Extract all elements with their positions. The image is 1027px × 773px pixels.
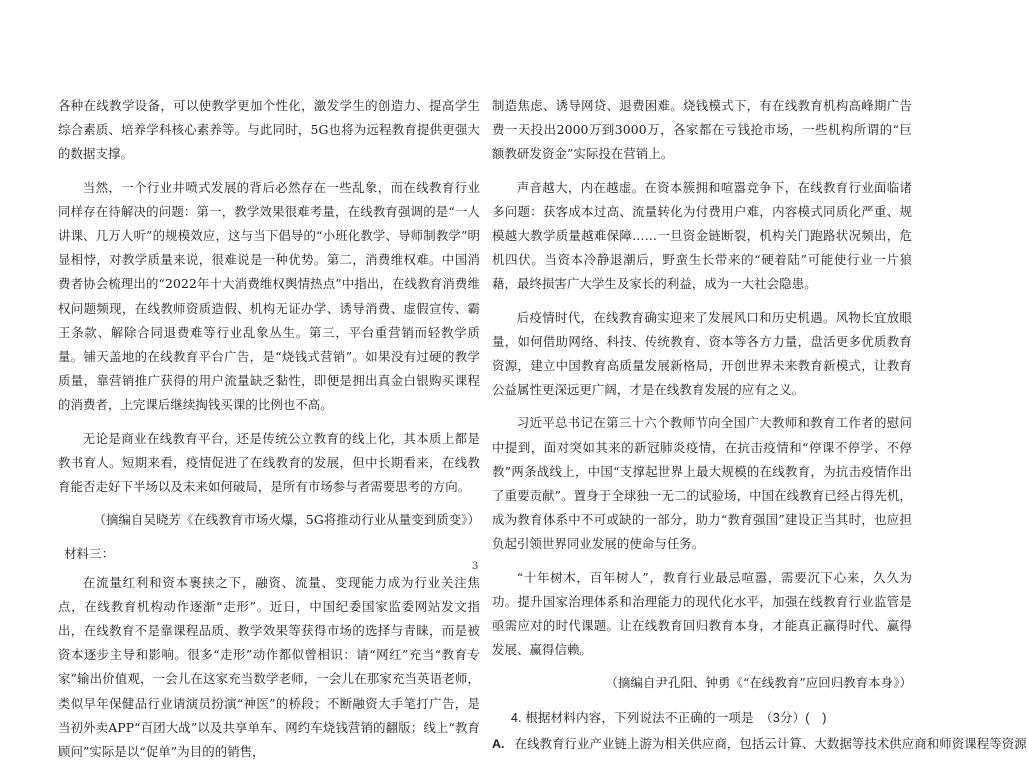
source-citation: （摘编自吴晓芳《在线教育市场火爆，5G将推动行业从量变到质变》） [93, 512, 480, 528]
option-a [492, 732, 1027, 756]
page-number: 3 [471, 561, 479, 572]
paragraph: 制造焦虑、诱导网贷、退费困难。烧钱模式下，有在线教育机构高峰期广告费一天投出2000万到3000万，各家都在亏钱抢市场，一些机构所谓的“巨额教研发资金”实际投在营销上。 [492, 98, 912, 162]
paragraph: 声音越大，内在越虚。在资本簇拥和喧嚣竞争下，在线教育行业面临诸多问题：获客成本过高、流量转化为付费用户难，内容模式同质化严重、规模越大教学质量越难保障……一旦资金链断裂，机构关门跑路状况频出，危机四伏。当资本冷静退潮后，野蛮生长带来的“硬着陆”可能使行业一片狼藉，最终损害广大学生及家长的利益，成为一大社会隐患。 [492, 179, 912, 292]
option-text: 在线教育行业产业链上游为相关供应商，包括云计算、大数据等技术供应商和师资课程等资源 [514, 735, 1027, 751]
paragraph: “十年树木，百年树人”，教育行业最忌喧嚣，需要沉下心来，久久为功。提升国家治理体系和治理能力的现代化水平，加强在线教育行业监管是亟需应对的时代课题。让在线教育回归教育本身，才能真正赢得时代、赢得发展、赢得信赖。 [492, 569, 912, 658]
paragraph: 后疫情时代，在线教育确实迎来了发展风口和历史机遇。风物长宜放眼量，如何借助网络、科技、传统教育、资本等各方力量，盘活更多优质教育资源，建立中国教育高质量发展新格局，开创世界未来教育新模式，让教育公益属性更深远更广阔，才是在线教育发展的应有之义。 [492, 309, 912, 398]
paragraph: 当然，一个行业井喷式发展的背后必然存在一些乱象，而在线教育行业同样存在待解决的问题：第一，教学效果很难考量，在线教育强调的是“一人讲课、几万人听”的规模效应，这与当下倡导的“小班化教学、导师制教学”明显相悖，对教学质量来说，很难说是一种优势。第二，消费维权难。中国消费者协会梳理出的“2022年十大消费维权舆情热点”中指出，在线教育消费维权问题频现，在线教师资质造假、机构无证办学、诱导消费、虚假宣传、霸王条款、解除合同退费难等行业乱象丛生。第三，平台重营销而轻教学质量。铺天盖地的在线教育平台广告，是“烧钱式营销”。如果没有过硬的教学质量，靠营销推广获得的用户流量缺乏黏性，即便是拥出真金白银购买课程的消费者，上完课后继续掏钱买课的比例也不高。 [58, 179, 480, 413]
paragraph: 各种在线教学设备，可以使教学更加个性化，激发学生的创造力、提高学生综合素质、培养学科核心素养等。与此同时，5G也将为远程教育提供更强大的数据支撑。 [58, 98, 480, 162]
material-label: 材料三： [64, 546, 115, 562]
paragraph: 习近平总书记在第三十六个教师节向全国广大教师和教育工作者的慰问中提到，面对突如其来的新冠肺炎疫情，在抗击疫情和“停课不停学、不停教”两条战线上，中国“支撑起世界上最大规模的在线教育，为抗击疫情作出了重要贡献”。置身于全球独一无二的试验场，中国在线教育已经占得先机，成为教育体系中不可或缺的一部分，助力“教育强国”建设正当其时，也应担负起引领世界同业发展的使命与任务。 [492, 415, 912, 552]
question-4: 4. 根据材料内容，下列说法不正确的一项是 （3分）( ) [510, 710, 827, 725]
option-letter: A. [492, 736, 505, 751]
right-column [492, 94, 1027, 756]
paragraph: 在流量红利和资本裹挟之下，融资、流量、变现能力成为行业关注焦点，在线教育机构动作逐渐“走形”。近日，中国纪委国家监委网站发文指出，在线教育不是靠课程品质、教学效果等获得市场的选择与青睐，而是被资本逐步主导和影响。很多“走形”动作都似曾相识：请“网红”充当“教育专家”输出价值观，一会儿在这家充当数学老师，一会儿在那家充当英语老师，类似早年保健品行业请演员扮演“神医”的桥段；不断融资大手笔打广告，是当初外卖APP“百团大战”以及共享单车、网约车烧钱营销的翻版；线上“教育顾问”实际是以“促单”为目的的销售， [58, 574, 480, 760]
left-column [58, 94, 480, 773]
paragraph: 无论是商业在线教育平台，还是传统公立教育的线上化，其本质上都是教书育人。短期来看，疫情促进了在线教育的发展，但中长期看来，在线教育能否走好下半场以及未来如何破局，是所有市场参与者需要思考的方向。 [58, 430, 480, 495]
source-citation: （摘编自尹孔阳、钟勇《“在线教育”应回归教育本身》） [605, 675, 912, 691]
